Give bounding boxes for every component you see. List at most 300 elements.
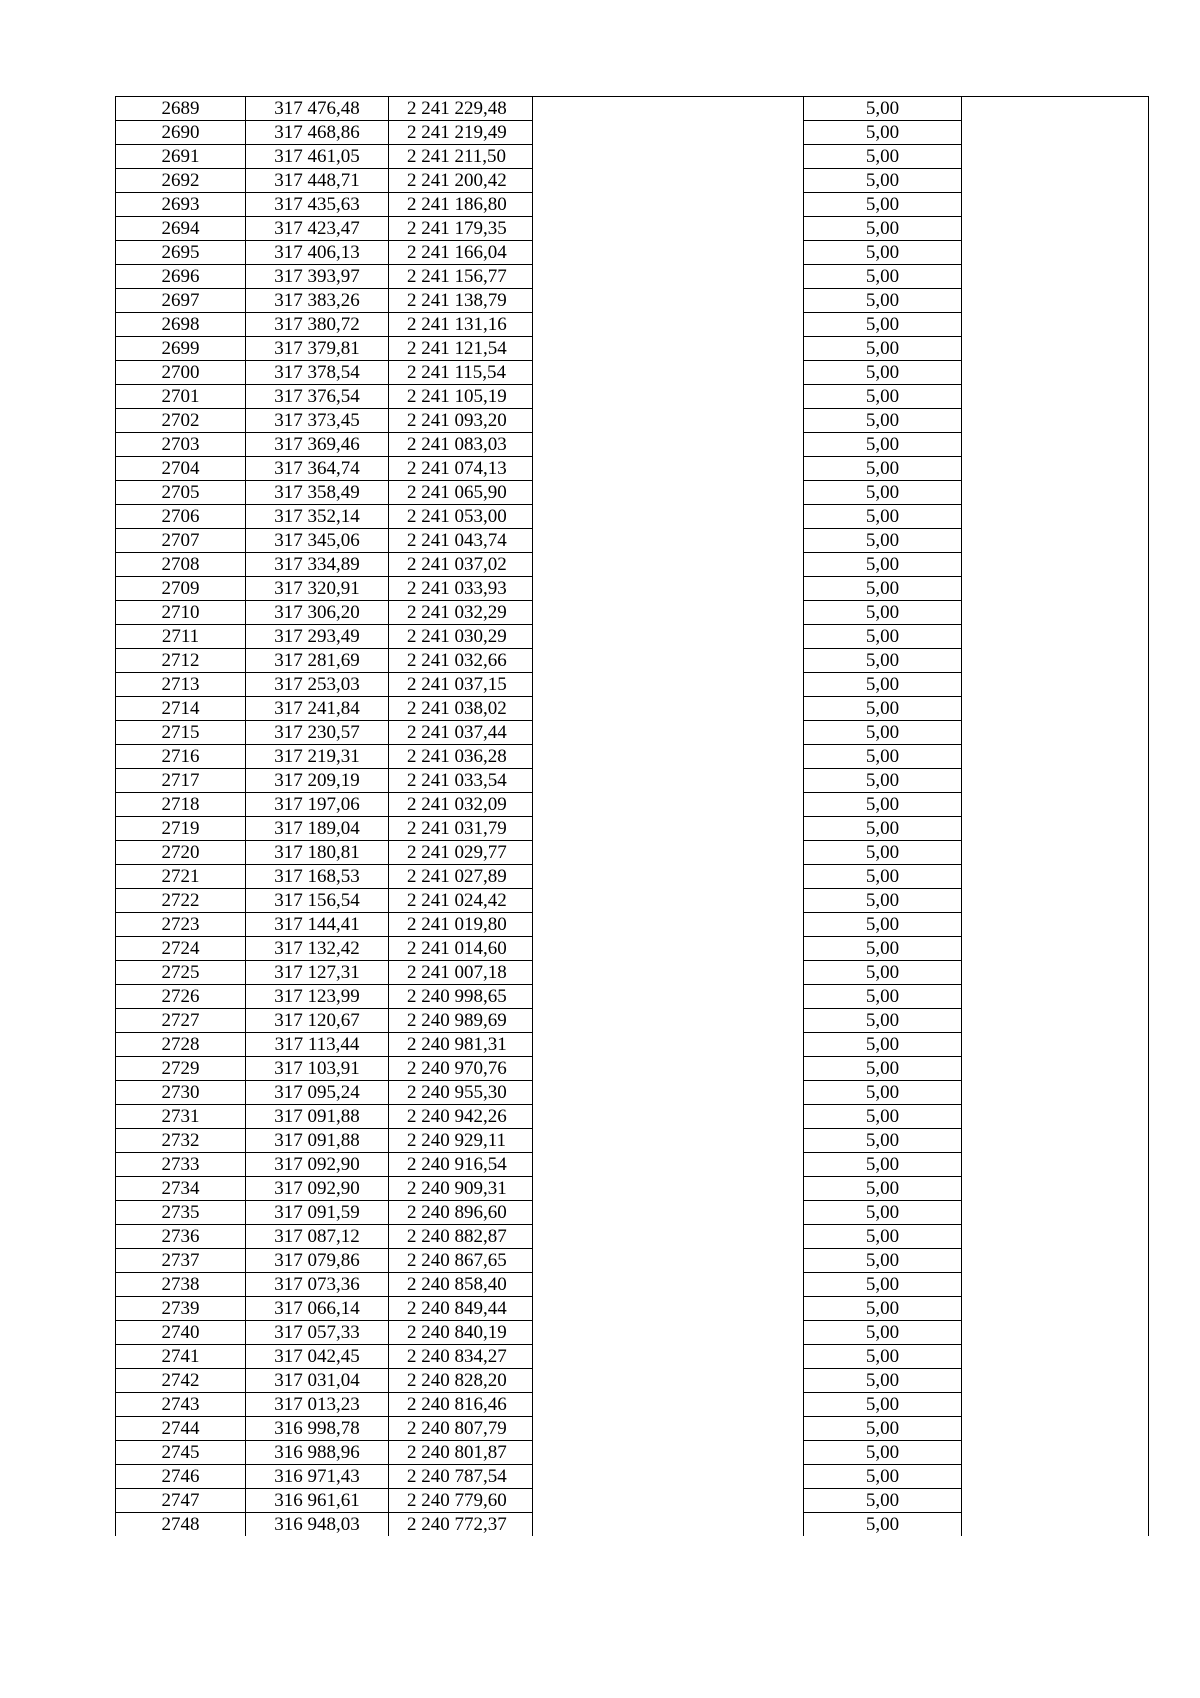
empty-cell xyxy=(962,1321,1149,1345)
y-coordinate-cell: 2 240 828,20 xyxy=(389,1369,533,1393)
value-cell: 5,00 xyxy=(804,97,962,121)
empty-cell xyxy=(962,1177,1149,1201)
empty-cell xyxy=(962,265,1149,289)
empty-cell xyxy=(533,169,804,193)
empty-cell xyxy=(533,529,804,553)
point-number-cell: 2702 xyxy=(116,409,246,433)
empty-cell xyxy=(533,193,804,217)
value-cell: 5,00 xyxy=(804,1201,962,1225)
x-coordinate-cell: 317 358,49 xyxy=(246,481,389,505)
point-number-cell: 2712 xyxy=(116,649,246,673)
empty-cell xyxy=(962,985,1149,1009)
point-number-cell: 2722 xyxy=(116,889,246,913)
y-coordinate-cell: 2 241 083,03 xyxy=(389,433,533,457)
x-coordinate-cell: 317 364,74 xyxy=(246,457,389,481)
point-number-cell: 2692 xyxy=(116,169,246,193)
empty-cell xyxy=(533,673,804,697)
table-row xyxy=(116,1321,1149,1345)
empty-cell xyxy=(962,1129,1149,1153)
empty-cell xyxy=(962,913,1149,937)
empty-cell xyxy=(962,1225,1149,1249)
point-number-cell: 2719 xyxy=(116,817,246,841)
empty-cell xyxy=(962,553,1149,577)
point-number-cell: 2701 xyxy=(116,385,246,409)
table-row xyxy=(116,601,1149,625)
empty-cell xyxy=(533,1129,804,1153)
empty-cell xyxy=(962,97,1149,121)
point-number-cell: 2747 xyxy=(116,1489,246,1513)
table-row xyxy=(116,193,1149,217)
point-number-cell: 2731 xyxy=(116,1105,246,1129)
x-coordinate-cell: 317 091,88 xyxy=(246,1105,389,1129)
x-coordinate-cell: 317 079,86 xyxy=(246,1249,389,1273)
empty-cell xyxy=(962,673,1149,697)
empty-cell xyxy=(533,577,804,601)
y-coordinate-cell: 2 241 032,29 xyxy=(389,601,533,625)
table-row xyxy=(116,1465,1149,1489)
table-row xyxy=(116,217,1149,241)
value-cell: 5,00 xyxy=(804,169,962,193)
point-number-cell: 2739 xyxy=(116,1297,246,1321)
point-number-cell: 2728 xyxy=(116,1033,246,1057)
y-coordinate-cell: 2 240 882,87 xyxy=(389,1225,533,1249)
table-row xyxy=(116,625,1149,649)
y-coordinate-cell: 2 241 156,77 xyxy=(389,265,533,289)
point-number-cell: 2717 xyxy=(116,769,246,793)
empty-cell xyxy=(533,1297,804,1321)
table-row xyxy=(116,1105,1149,1129)
x-coordinate-cell: 317 092,90 xyxy=(246,1177,389,1201)
empty-cell xyxy=(533,697,804,721)
x-coordinate-cell: 317 156,54 xyxy=(246,889,389,913)
empty-cell xyxy=(962,1441,1149,1465)
value-cell: 5,00 xyxy=(804,601,962,625)
empty-cell xyxy=(533,553,804,577)
empty-cell xyxy=(962,529,1149,553)
table-row xyxy=(116,841,1149,865)
value-cell: 5,00 xyxy=(804,1153,962,1177)
value-cell: 5,00 xyxy=(804,529,962,553)
y-coordinate-cell: 2 241 093,20 xyxy=(389,409,533,433)
empty-cell xyxy=(962,1033,1149,1057)
empty-cell xyxy=(533,1177,804,1201)
y-coordinate-cell: 2 241 200,42 xyxy=(389,169,533,193)
empty-cell xyxy=(533,1489,804,1513)
empty-cell xyxy=(962,1273,1149,1297)
x-coordinate-cell: 317 120,67 xyxy=(246,1009,389,1033)
x-coordinate-cell: 317 352,14 xyxy=(246,505,389,529)
empty-cell xyxy=(533,1369,804,1393)
value-cell: 5,00 xyxy=(804,1033,962,1057)
empty-cell xyxy=(533,481,804,505)
empty-cell xyxy=(533,385,804,409)
y-coordinate-cell: 2 240 834,27 xyxy=(389,1345,533,1369)
empty-cell xyxy=(962,1249,1149,1273)
table-row xyxy=(116,385,1149,409)
point-number-cell: 2695 xyxy=(116,241,246,265)
empty-cell xyxy=(533,1081,804,1105)
empty-cell xyxy=(962,409,1149,433)
value-cell: 5,00 xyxy=(804,1129,962,1153)
y-coordinate-cell: 2 240 916,54 xyxy=(389,1153,533,1177)
table-row xyxy=(116,169,1149,193)
point-number-cell: 2699 xyxy=(116,337,246,361)
table-row xyxy=(116,121,1149,145)
x-coordinate-cell: 317 013,23 xyxy=(246,1393,389,1417)
empty-cell xyxy=(962,1201,1149,1225)
point-number-cell: 2710 xyxy=(116,601,246,625)
table-row xyxy=(116,1345,1149,1369)
value-cell: 5,00 xyxy=(804,1297,962,1321)
table-row xyxy=(116,1369,1149,1393)
empty-cell xyxy=(533,505,804,529)
value-cell: 5,00 xyxy=(804,1441,962,1465)
value-cell: 5,00 xyxy=(804,505,962,529)
x-coordinate-cell: 317 383,26 xyxy=(246,289,389,313)
table-row xyxy=(116,1417,1149,1441)
table-row xyxy=(116,577,1149,601)
x-coordinate-cell: 317 406,13 xyxy=(246,241,389,265)
value-cell: 5,00 xyxy=(804,721,962,745)
x-coordinate-cell: 317 423,47 xyxy=(246,217,389,241)
y-coordinate-cell: 2 241 024,42 xyxy=(389,889,533,913)
y-coordinate-cell: 2 240 772,37 xyxy=(389,1513,533,1537)
y-coordinate-cell: 2 241 105,19 xyxy=(389,385,533,409)
y-coordinate-cell: 2 241 032,09 xyxy=(389,793,533,817)
table-row xyxy=(116,1177,1149,1201)
point-number-cell: 2732 xyxy=(116,1129,246,1153)
empty-cell xyxy=(533,1105,804,1129)
table-row xyxy=(116,409,1149,433)
y-coordinate-cell: 2 241 037,02 xyxy=(389,553,533,577)
value-cell: 5,00 xyxy=(804,361,962,385)
y-coordinate-cell: 2 240 955,30 xyxy=(389,1081,533,1105)
empty-cell xyxy=(962,433,1149,457)
y-coordinate-cell: 2 240 787,54 xyxy=(389,1465,533,1489)
point-number-cell: 2711 xyxy=(116,625,246,649)
y-coordinate-cell: 2 241 065,90 xyxy=(389,481,533,505)
table-row xyxy=(116,361,1149,385)
table-row xyxy=(116,1273,1149,1297)
x-coordinate-cell: 317 369,46 xyxy=(246,433,389,457)
empty-cell xyxy=(533,1249,804,1273)
point-number-cell: 2718 xyxy=(116,793,246,817)
empty-cell xyxy=(533,217,804,241)
empty-cell xyxy=(962,697,1149,721)
empty-cell xyxy=(533,1225,804,1249)
value-cell: 5,00 xyxy=(804,793,962,817)
empty-cell xyxy=(533,265,804,289)
point-number-cell: 2737 xyxy=(116,1249,246,1273)
point-number-cell: 2738 xyxy=(116,1273,246,1297)
table-row xyxy=(116,1033,1149,1057)
empty-cell xyxy=(962,145,1149,169)
y-coordinate-cell: 2 240 867,65 xyxy=(389,1249,533,1273)
value-cell: 5,00 xyxy=(804,1225,962,1249)
value-cell: 5,00 xyxy=(804,649,962,673)
value-cell: 5,00 xyxy=(804,865,962,889)
point-number-cell: 2724 xyxy=(116,937,246,961)
y-coordinate-cell: 2 241 043,74 xyxy=(389,529,533,553)
empty-cell xyxy=(962,361,1149,385)
empty-cell xyxy=(533,313,804,337)
y-coordinate-cell: 2 240 909,31 xyxy=(389,1177,533,1201)
table-row xyxy=(116,913,1149,937)
empty-cell xyxy=(962,625,1149,649)
empty-cell xyxy=(962,241,1149,265)
value-cell: 5,00 xyxy=(804,145,962,169)
x-coordinate-cell: 317 320,91 xyxy=(246,577,389,601)
empty-cell xyxy=(533,1465,804,1489)
empty-cell xyxy=(533,457,804,481)
y-coordinate-cell: 2 241 033,93 xyxy=(389,577,533,601)
x-coordinate-cell: 317 253,03 xyxy=(246,673,389,697)
table-row xyxy=(116,1441,1149,1465)
x-coordinate-cell: 316 998,78 xyxy=(246,1417,389,1441)
point-number-cell: 2730 xyxy=(116,1081,246,1105)
point-number-cell: 2740 xyxy=(116,1321,246,1345)
table-row xyxy=(116,1081,1149,1105)
value-cell: 5,00 xyxy=(804,1177,962,1201)
empty-cell xyxy=(962,649,1149,673)
point-number-cell: 2743 xyxy=(116,1393,246,1417)
empty-cell xyxy=(962,817,1149,841)
table-row xyxy=(116,241,1149,265)
point-number-cell: 2697 xyxy=(116,289,246,313)
table-row xyxy=(116,481,1149,505)
value-cell: 5,00 xyxy=(804,1489,962,1513)
y-coordinate-cell: 2 240 779,60 xyxy=(389,1489,533,1513)
empty-cell xyxy=(533,1417,804,1441)
value-cell: 5,00 xyxy=(804,193,962,217)
value-cell: 5,00 xyxy=(804,1273,962,1297)
empty-cell xyxy=(533,601,804,625)
value-cell: 5,00 xyxy=(804,769,962,793)
y-coordinate-cell: 2 241 038,02 xyxy=(389,697,533,721)
value-cell: 5,00 xyxy=(804,1057,962,1081)
table-row xyxy=(116,1249,1149,1273)
x-coordinate-cell: 317 091,88 xyxy=(246,1129,389,1153)
table-row xyxy=(116,433,1149,457)
x-coordinate-cell: 317 306,20 xyxy=(246,601,389,625)
value-cell: 5,00 xyxy=(804,337,962,361)
point-number-cell: 2694 xyxy=(116,217,246,241)
table-row xyxy=(116,961,1149,985)
y-coordinate-cell: 2 241 166,04 xyxy=(389,241,533,265)
x-coordinate-cell: 317 073,36 xyxy=(246,1273,389,1297)
empty-cell xyxy=(962,1153,1149,1177)
value-cell: 5,00 xyxy=(804,745,962,769)
y-coordinate-cell: 2 241 019,80 xyxy=(389,913,533,937)
empty-cell xyxy=(962,889,1149,913)
empty-cell xyxy=(962,481,1149,505)
empty-cell xyxy=(962,121,1149,145)
empty-cell xyxy=(533,121,804,145)
y-coordinate-cell: 2 241 030,29 xyxy=(389,625,533,649)
empty-cell xyxy=(962,217,1149,241)
value-cell: 5,00 xyxy=(804,313,962,337)
y-coordinate-cell: 2 241 036,28 xyxy=(389,745,533,769)
empty-cell xyxy=(533,625,804,649)
empty-cell xyxy=(533,1009,804,1033)
empty-cell xyxy=(962,1489,1149,1513)
value-cell: 5,00 xyxy=(804,553,962,577)
value-cell: 5,00 xyxy=(804,265,962,289)
empty-cell xyxy=(533,937,804,961)
point-number-cell: 2746 xyxy=(116,1465,246,1489)
point-number-cell: 2734 xyxy=(116,1177,246,1201)
table-row xyxy=(116,97,1149,121)
x-coordinate-cell: 317 103,91 xyxy=(246,1057,389,1081)
x-coordinate-cell: 317 219,31 xyxy=(246,745,389,769)
empty-cell xyxy=(533,1153,804,1177)
x-coordinate-cell: 317 031,04 xyxy=(246,1369,389,1393)
point-number-cell: 2748 xyxy=(116,1513,246,1537)
empty-cell xyxy=(533,1513,804,1537)
x-coordinate-cell: 317 448,71 xyxy=(246,169,389,193)
value-cell: 5,00 xyxy=(804,577,962,601)
point-number-cell: 2744 xyxy=(116,1417,246,1441)
empty-cell xyxy=(533,145,804,169)
table-row xyxy=(116,769,1149,793)
x-coordinate-cell: 317 132,42 xyxy=(246,937,389,961)
y-coordinate-cell: 2 240 849,44 xyxy=(389,1297,533,1321)
empty-cell xyxy=(533,1321,804,1345)
table-row xyxy=(116,1057,1149,1081)
table-row xyxy=(116,553,1149,577)
empty-cell xyxy=(962,769,1149,793)
value-cell: 5,00 xyxy=(804,385,962,409)
y-coordinate-cell: 2 240 942,26 xyxy=(389,1105,533,1129)
table-row xyxy=(116,1489,1149,1513)
y-coordinate-cell: 2 241 037,15 xyxy=(389,673,533,697)
y-coordinate-cell: 2 241 007,18 xyxy=(389,961,533,985)
value-cell: 5,00 xyxy=(804,409,962,433)
table-row xyxy=(116,313,1149,337)
empty-cell xyxy=(533,1057,804,1081)
empty-cell xyxy=(533,985,804,1009)
y-coordinate-cell: 2 241 074,13 xyxy=(389,457,533,481)
empty-cell xyxy=(533,769,804,793)
table-row xyxy=(116,697,1149,721)
empty-cell xyxy=(533,961,804,985)
value-cell: 5,00 xyxy=(804,673,962,697)
point-number-cell: 2735 xyxy=(116,1201,246,1225)
empty-cell xyxy=(533,1345,804,1369)
empty-cell xyxy=(962,961,1149,985)
value-cell: 5,00 xyxy=(804,913,962,937)
y-coordinate-cell: 2 240 989,69 xyxy=(389,1009,533,1033)
empty-cell xyxy=(962,793,1149,817)
x-coordinate-cell: 317 092,90 xyxy=(246,1153,389,1177)
x-coordinate-cell: 317 209,19 xyxy=(246,769,389,793)
point-number-cell: 2727 xyxy=(116,1009,246,1033)
table-row xyxy=(116,1297,1149,1321)
y-coordinate-cell: 2 240 807,79 xyxy=(389,1417,533,1441)
empty-cell xyxy=(962,337,1149,361)
value-cell: 5,00 xyxy=(804,433,962,457)
y-coordinate-cell: 2 241 131,16 xyxy=(389,313,533,337)
point-number-cell: 2726 xyxy=(116,985,246,1009)
y-coordinate-cell: 2 241 037,44 xyxy=(389,721,533,745)
value-cell: 5,00 xyxy=(804,1393,962,1417)
value-cell: 5,00 xyxy=(804,961,962,985)
y-coordinate-cell: 2 241 027,89 xyxy=(389,865,533,889)
x-coordinate-cell: 317 393,97 xyxy=(246,265,389,289)
point-number-cell: 2689 xyxy=(116,97,246,121)
table-row xyxy=(116,1201,1149,1225)
table-row xyxy=(116,1129,1149,1153)
x-coordinate-cell: 317 476,48 xyxy=(246,97,389,121)
value-cell: 5,00 xyxy=(804,1417,962,1441)
table-row xyxy=(116,1393,1149,1417)
point-number-cell: 2720 xyxy=(116,841,246,865)
x-coordinate-cell: 317 180,81 xyxy=(246,841,389,865)
empty-cell xyxy=(962,457,1149,481)
value-cell: 5,00 xyxy=(804,1465,962,1489)
y-coordinate-cell: 2 241 053,00 xyxy=(389,505,533,529)
empty-cell xyxy=(533,1441,804,1465)
empty-cell xyxy=(962,169,1149,193)
x-coordinate-cell: 317 468,86 xyxy=(246,121,389,145)
point-number-cell: 2706 xyxy=(116,505,246,529)
point-number-cell: 2704 xyxy=(116,457,246,481)
empty-cell xyxy=(533,721,804,745)
table-row xyxy=(116,889,1149,913)
value-cell: 5,00 xyxy=(804,817,962,841)
point-number-cell: 2708 xyxy=(116,553,246,577)
value-cell: 5,00 xyxy=(804,1369,962,1393)
x-coordinate-cell: 317 281,69 xyxy=(246,649,389,673)
x-coordinate-cell: 317 230,57 xyxy=(246,721,389,745)
empty-cell xyxy=(962,385,1149,409)
empty-cell xyxy=(533,1393,804,1417)
value-cell: 5,00 xyxy=(804,289,962,313)
empty-cell xyxy=(962,1369,1149,1393)
empty-cell xyxy=(533,337,804,361)
x-coordinate-cell: 317 461,05 xyxy=(246,145,389,169)
empty-cell xyxy=(533,649,804,673)
y-coordinate-cell: 2 241 014,60 xyxy=(389,937,533,961)
x-coordinate-cell: 317 373,45 xyxy=(246,409,389,433)
empty-cell xyxy=(962,601,1149,625)
y-coordinate-cell: 2 241 029,77 xyxy=(389,841,533,865)
empty-cell xyxy=(962,745,1149,769)
x-coordinate-cell: 317 189,04 xyxy=(246,817,389,841)
x-coordinate-cell: 317 042,45 xyxy=(246,1345,389,1369)
empty-cell xyxy=(533,1201,804,1225)
y-coordinate-cell: 2 241 033,54 xyxy=(389,769,533,793)
point-number-cell: 2741 xyxy=(116,1345,246,1369)
table-row xyxy=(116,265,1149,289)
y-coordinate-cell: 2 240 998,65 xyxy=(389,985,533,1009)
x-coordinate-cell: 317 334,89 xyxy=(246,553,389,577)
empty-cell xyxy=(962,1297,1149,1321)
point-number-cell: 2690 xyxy=(116,121,246,145)
empty-cell xyxy=(962,841,1149,865)
value-cell: 5,00 xyxy=(804,985,962,1009)
point-number-cell: 2703 xyxy=(116,433,246,457)
value-cell: 5,00 xyxy=(804,217,962,241)
empty-cell xyxy=(533,793,804,817)
point-number-cell: 2729 xyxy=(116,1057,246,1081)
y-coordinate-cell: 2 241 032,66 xyxy=(389,649,533,673)
empty-cell xyxy=(962,1513,1149,1537)
empty-cell xyxy=(533,841,804,865)
point-number-cell: 2721 xyxy=(116,865,246,889)
y-coordinate-cell: 2 241 229,48 xyxy=(389,97,533,121)
empty-cell xyxy=(962,1009,1149,1033)
